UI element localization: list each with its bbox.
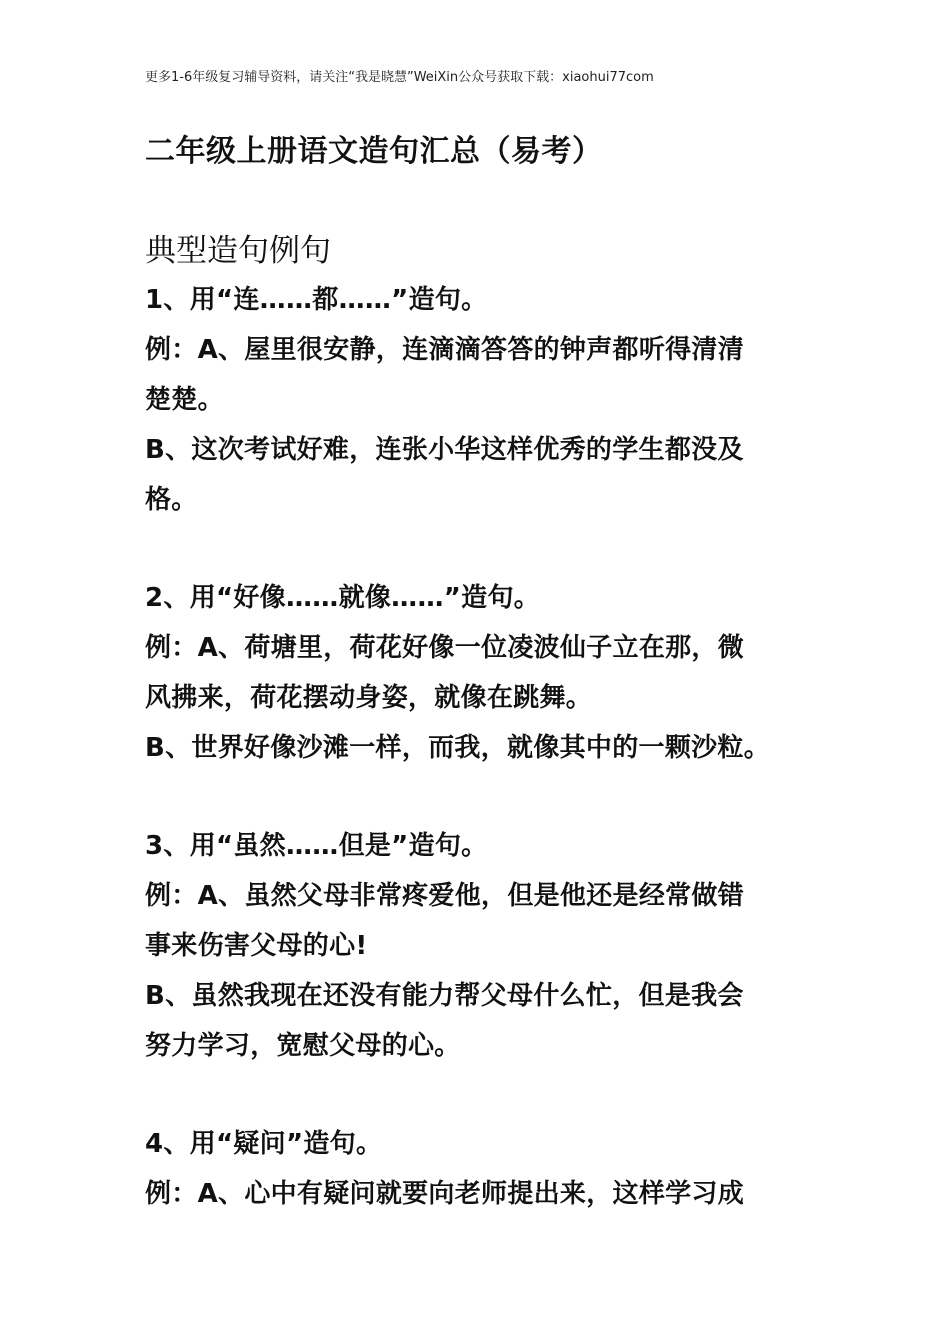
item-4-line-1: 例：A、心中有疑问就要向老师提出来，这样学习成 <box>145 1179 745 1209</box>
header-note: 更多1-6年级复习辅导资料，请关注“我是晓慧”WeiXin公众号获取下载：xiaohui77com <box>145 70 654 85</box>
item-3-line-1: 例：A、虽然父母非常疼爱他，但是他还是经常做错 <box>145 881 745 911</box>
item-2-line-2: 风拂来，荷花摆动身姿，就像在跳舞。 <box>145 683 593 713</box>
item-3-line-2: 事来伤害父母的心! <box>145 931 368 961</box>
item-3-question: 3、用“虽然……但是”造句。 <box>145 831 488 861</box>
item-2-line-3: B、世界好像沙滩一样，而我，就像其中的一颗沙粒。 <box>145 733 771 763</box>
item-3-line-3: B、虽然我现在还没有能力帮父母什么忙，但是我会 <box>145 981 744 1011</box>
section-heading: 典型造句例句 <box>145 233 331 269</box>
item-2-question: 2、用“好像……就像……”造句。 <box>145 583 541 613</box>
document-title: 二年级上册语文造句汇总（易考） <box>145 134 603 169</box>
item-3-line-4: 努力学习，宽慰父母的心。 <box>145 1031 461 1061</box>
item-1-question: 1、用“连……都……”造句。 <box>145 285 488 315</box>
item-4-question: 4、用“疑问”造句。 <box>145 1129 383 1159</box>
item-1-line-4: 格。 <box>145 485 198 515</box>
item-1-line-2: 楚楚。 <box>145 385 224 415</box>
item-1-line-1: 例：A、屋里很安静，连滴滴答答的钟声都听得清清 <box>145 335 745 365</box>
item-1-line-3: B、这次考试好难，连张小华这样优秀的学生都没及 <box>145 435 744 465</box>
item-2-line-1: 例：A、荷塘里，荷花好像一位凌波仙子立在那，微 <box>145 633 745 663</box>
